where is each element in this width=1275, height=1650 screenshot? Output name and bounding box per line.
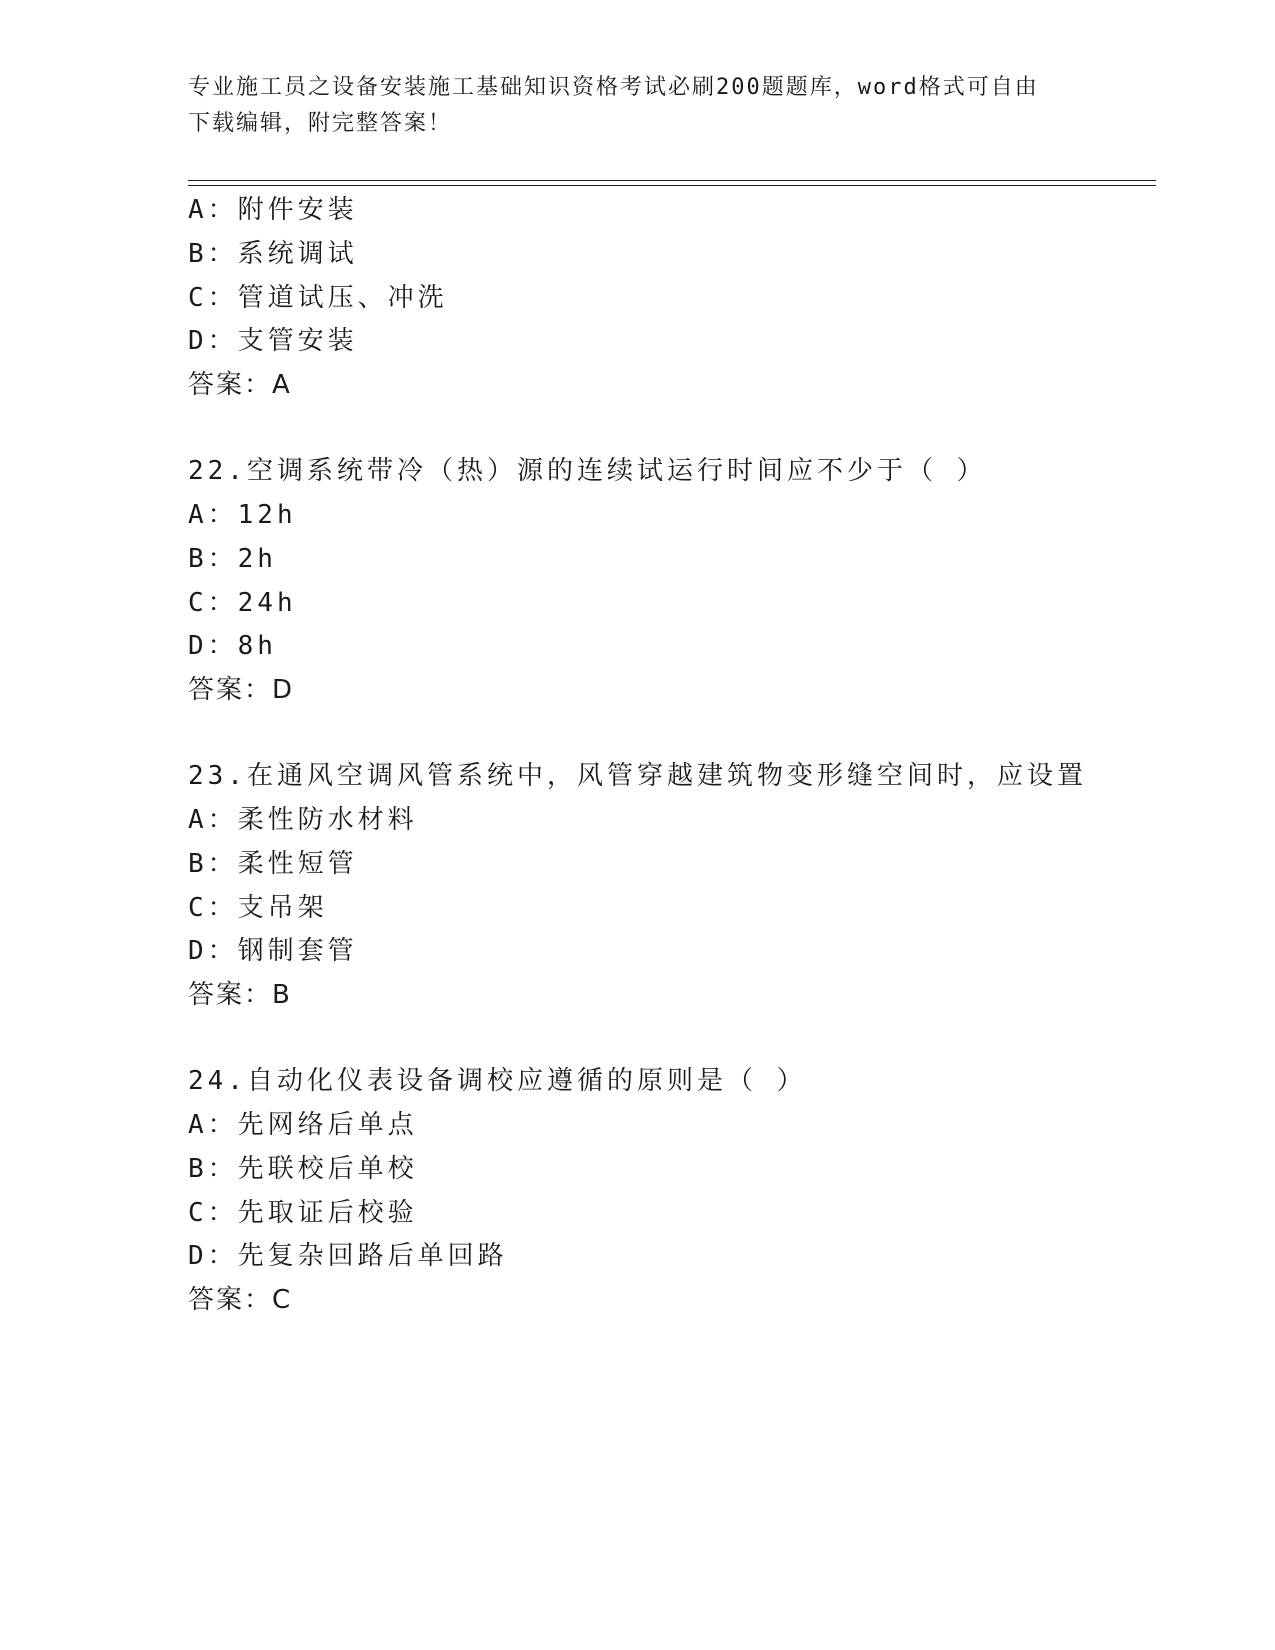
q22-option-d: D：8h: [188, 631, 277, 661]
q21-answer: 答案：A: [188, 370, 292, 400]
header-line-1: 专业施工员之设备安装施工基础知识资格考试必刷200题题库，word格式可自由: [188, 75, 1039, 100]
q23-option-d: D：钢制套管: [188, 936, 358, 966]
q21-option-c: C：管道试压、冲洗: [188, 283, 448, 313]
q24-option-c: C：先取证后校验: [188, 1198, 418, 1228]
document-header: [188, 70, 1068, 142]
q23-option-a: A：柔性防水材料: [188, 805, 418, 835]
q23-option-c: C：支吊架: [188, 893, 328, 923]
q23-question: 23.在通风空调风管系统中，风管穿越建筑物变形缝空间时，应设置: [188, 761, 1087, 791]
q23-answer: 答案：B: [188, 980, 292, 1010]
q21-option-d: D：支管安装: [188, 326, 358, 356]
q21-option-b: B：系统调试: [188, 239, 358, 269]
q23-option-b: B：柔性短管: [188, 849, 358, 879]
header-line-2: 下载编辑，附完整答案！: [188, 111, 453, 136]
header-divider-top: [188, 180, 1156, 181]
q24-option-b: B：先联校后单校: [188, 1154, 418, 1184]
header-divider-bottom: [188, 185, 1156, 186]
q22-option-a: A：12h: [188, 500, 297, 530]
q24-option-a: A：先网络后单点: [188, 1110, 418, 1140]
q22-option-c: C：24h: [188, 588, 297, 618]
q22-answer: 答案：D: [188, 675, 295, 705]
q24-option-d: D：先复杂回路后单回路: [188, 1241, 508, 1271]
q24-question: 24.自动化仪表设备调校应遵循的原则是（ ）: [188, 1066, 807, 1096]
q22-option-b: B：2h: [188, 544, 277, 574]
q21-option-a: A：附件安装: [188, 195, 358, 225]
q24-answer: 答案：C: [188, 1285, 293, 1315]
q22-question: 22.空调系统带冷（热）源的连续试运行时间应不少于（ ）: [188, 456, 987, 486]
